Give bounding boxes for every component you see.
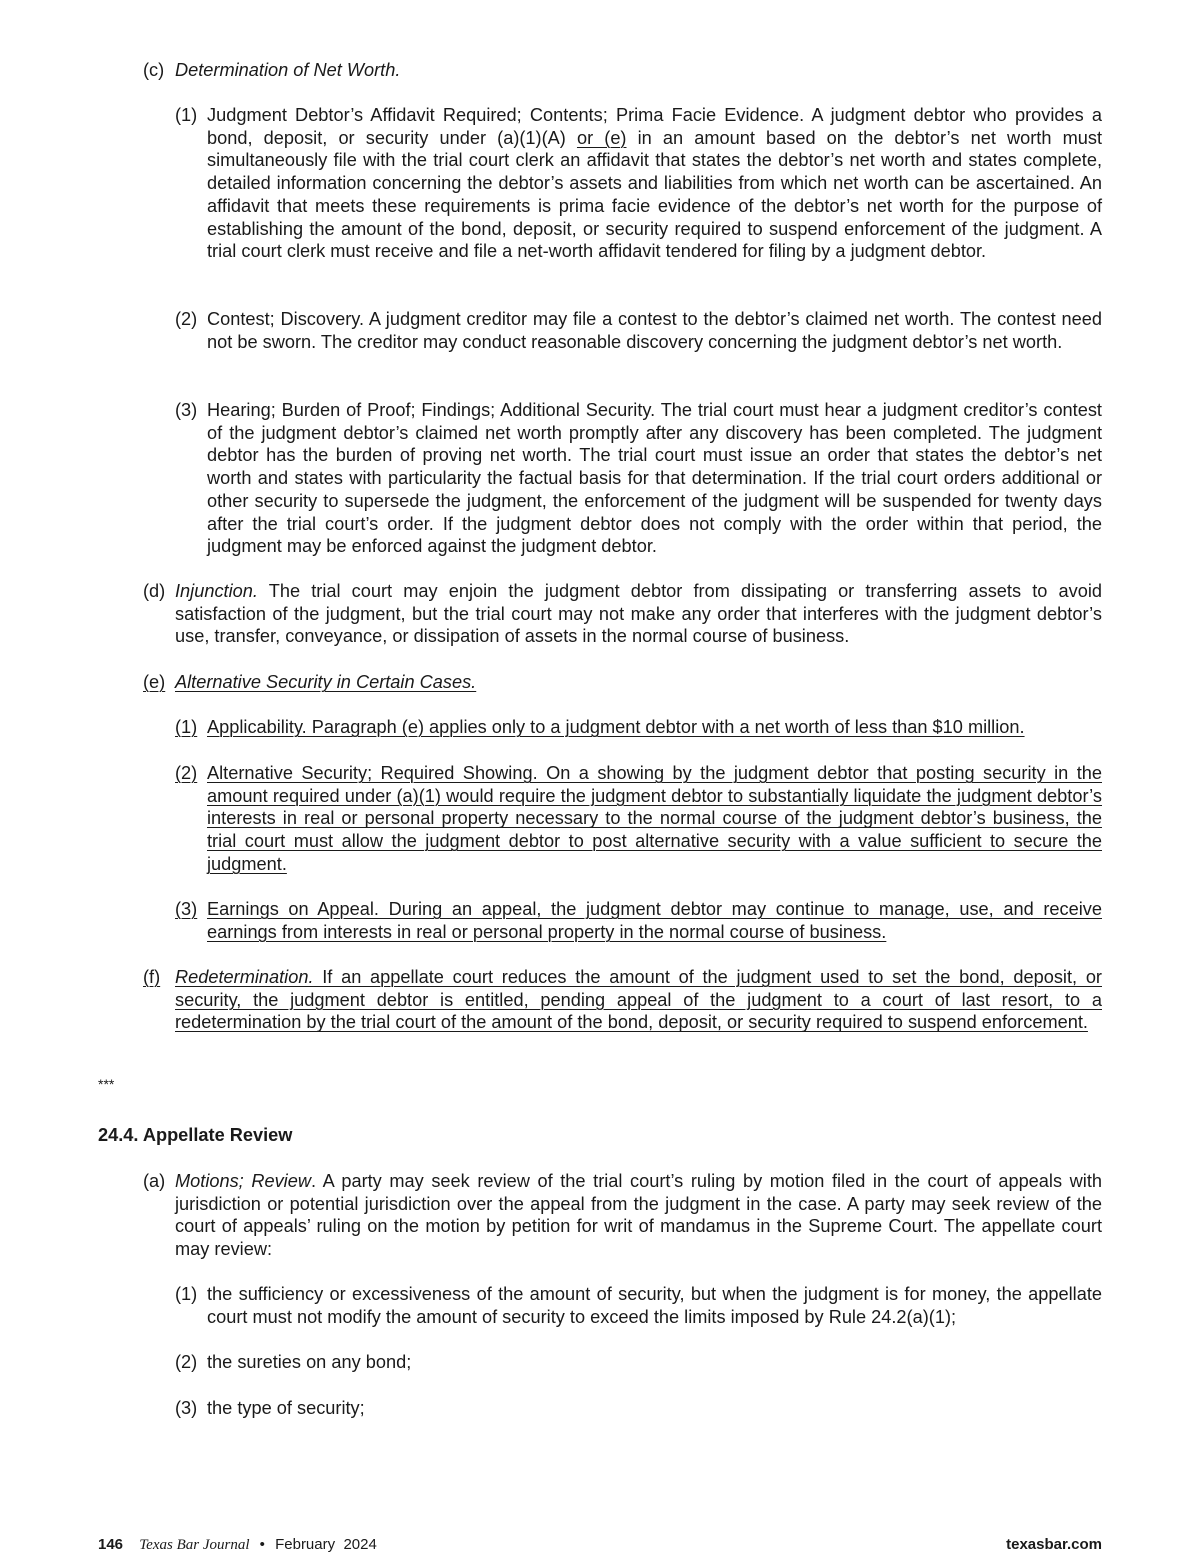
item-label: (2) <box>175 309 198 329</box>
section-a-label: (a) <box>143 1171 166 1191</box>
item-text: Hearing; Burden of Proof; Findings; Additional Security. The trial court must hear a judgment creditor’s contest of the judgment debtor’s claimed net worth promptly after any discovery has been completed. The judgment debtor has the burden of proving net worth. The trial court must issue an order that states the debtor’s net worth and states with particularity the factual basis for that determination. If the trial court orders additional or other security to supersede the judgment, the enforcement of the judgment will be suspended for twenty days after the trial court’s order. If the judgment debtor does not comply with the order within that period, the judgment may be enforced against the judgment debtor. <box>207 400 1102 557</box>
item-text: the sureties on any bond; <box>207 1352 412 1372</box>
section-f-text: If an appellate court reduces the amount of the judgment used to set the bond, deposit, or security, the judgment debtor is entitled, pending appeal of the judgment to a court of last resort, to a redetermination by the trial court of the amount of the bond, deposit, or security required to suspend enforcement. <box>175 967 1102 1033</box>
item-label: (1) <box>175 105 198 125</box>
section-f-title: Redetermination. <box>175 967 314 987</box>
item-label: (3) <box>175 899 198 919</box>
section-c-title: Determination of Net Worth. <box>175 60 401 80</box>
section-e-label: (e) <box>143 672 166 692</box>
issue-date: February 2024 <box>275 1536 377 1553</box>
item-text: Earnings on Appeal. During an appeal, the judgment debtor may continue to manage, use, and receive earnings from interests in real or personal property in the normal course of business. <box>207 899 1102 942</box>
page-footer-left <box>98 1536 377 1554</box>
section-d-label: (d) <box>143 581 166 601</box>
section-separator: *** <box>98 1076 115 1092</box>
item-text: the sufficiency or excessiveness of the amount of security, but when the judgment is for money, the appellate court must not modify the amount of security to exceed the limits imposed by Rule 24.2(a)(1); <box>207 1284 1102 1327</box>
section-c-label: (c) <box>143 60 165 80</box>
item-label: (2) <box>175 1352 198 1372</box>
item-label: (1) <box>175 1284 198 1304</box>
item-label: (3) <box>175 400 198 420</box>
section-d-title: Injunction. <box>175 581 258 601</box>
page-number: 146 <box>98 1536 124 1553</box>
website-link[interactable]: texasbar.com <box>1006 1536 1102 1553</box>
item-text: Applicability. Paragraph (e) applies only to a judgment debtor with a net worth of less than $10 million. <box>207 717 1025 737</box>
section-a-text: . A party may seek review of the trial court’s ruling by motion filed in the court of appeals with jurisdiction or potential jurisdiction over the appeal from the judgment in the case. A party may seek review of the court of appeals’ ruling on the motion by petition for writ of mandamus in the Supreme Court. The appellate court may review: <box>175 1171 1102 1260</box>
item-text-part-b: in an amount based on the debtor’s net worth must simultaneously file with the trial court clerk an affidavit that states the debtor’s net worth and states complete, detailed information concerning the debtor’s assets and liabilities from which net worth can be ascertained. An affidavit that meets these requirements is prima facie evidence of the debtor’s net worth for the purpose of establishing the amount of the bond, deposit, or security required to suspend enforcement of the judgment. A trial court clerk must receive and file a net-worth affidavit tendered for filing by a judgment debtor. <box>207 127 1103 262</box>
rule-heading: 24.4. Appellate Review <box>98 1125 293 1145</box>
section-e-title: Alternative Security in Certain Cases. <box>175 672 477 692</box>
item-text: the type of security; <box>207 1398 365 1418</box>
item-label: (1) <box>175 717 198 737</box>
item-text-part-a: Judgment Debtor’s Affidavit Required; Contents; Prima Facie Evidence. A judgment debtor who provides a bond, deposit, or security under (a)(1)(A) <box>207 105 1102 148</box>
section-f-label: (f) <box>143 967 161 987</box>
item-text: Contest; Discovery. A judgment creditor may file a contest to the debtor’s claimed net worth. The contest need not be sworn. The creditor may conduct reasonable discovery concerning the judgment debtor’s net worth. <box>207 309 1102 352</box>
item-label: (3) <box>175 1398 198 1418</box>
footer-bullet: • <box>259 1536 265 1553</box>
inserted-text: or (e) <box>576 127 627 148</box>
item-text: Alternative Security; Required Showing. On a showing by the judgment debtor that posting security in the amount required under (a)(1) would require the judgment debtor to substantially liquidate the judgment debtor’s interests in real or personal property necessary to the normal course of the judgment debtor’s business, the trial court must allow the judgment debtor to post alternative security with a value sufficient to secure the judgment. <box>207 763 1102 874</box>
section-d-text: The trial court may enjoin the judgment debtor from dissipating or transferring assets to avoid satisfaction of the judgment, but the trial court may not make any order that interferes with the judgment debtor’s use, transfer, conveyance, or dissipation of assets in the normal course of business. <box>175 581 1102 647</box>
section-a-title: Motions; Review <box>175 1171 311 1191</box>
journal-title: Texas Bar Journal <box>139 1537 250 1553</box>
item-label: (2) <box>175 763 198 783</box>
